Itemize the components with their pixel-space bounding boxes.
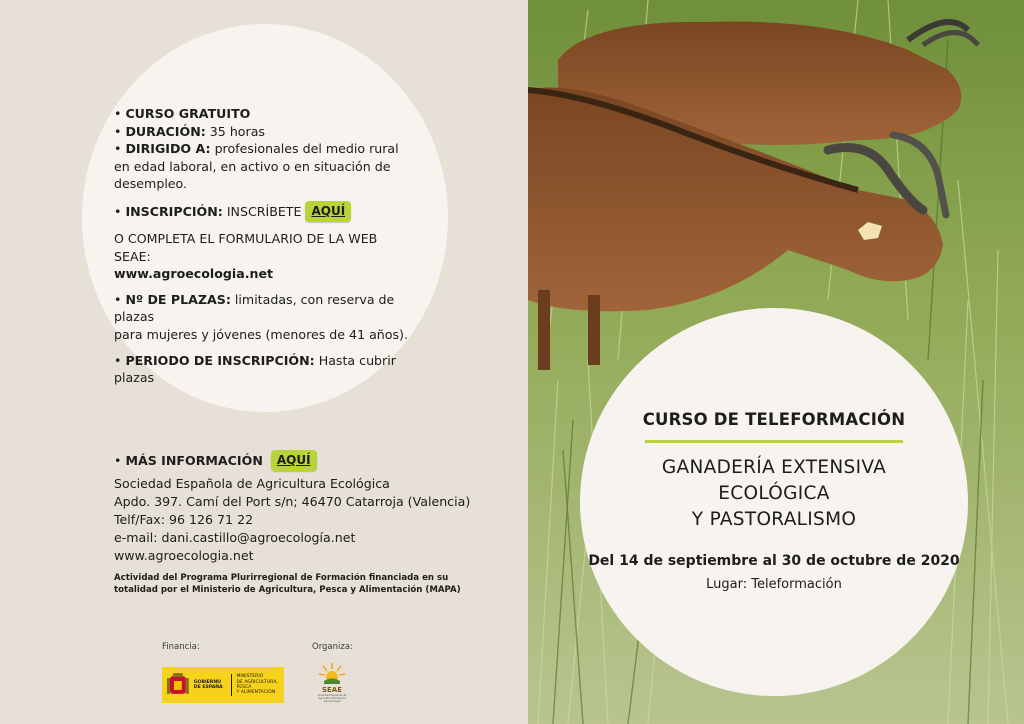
course-title-line3: Y PASTORALISMO	[691, 509, 857, 530]
financia-label: Financia:	[162, 642, 200, 652]
course-title	[580, 455, 968, 533]
info-places-line2: para mujeres y jóvenes (menores de 41 años).	[114, 326, 408, 342]
register-aqui-button[interactable]: AQUÍ	[305, 201, 351, 222]
info-registration: • INSCRIPCIÓN: INSCRÍBETE AQUÍ	[114, 201, 414, 222]
sun-icon	[318, 662, 346, 684]
gobierno-espana-logo	[162, 667, 284, 703]
org-name: Sociedad Española de Agricultura Ecológica	[114, 476, 390, 491]
gobierno-text: GOBIERNO DE ESPAÑA	[193, 679, 223, 690]
course-title-line1: GANADERÍA EXTENSIVA	[661, 457, 887, 478]
more-info-title: • MÁS INFORMACIÓN AQUÍ	[114, 450, 494, 471]
seae-subtitle: Sociedad Española de Agricultura Ecológica Agroecología	[317, 694, 347, 703]
coat-of-arms-icon	[167, 672, 189, 698]
course-type: CURSO DE TELEFORMACIÓN	[642, 410, 906, 429]
ministerio-text: MINISTERIO DE AGRICULTURA, PESCA Y ALIMENTACIÓN	[231, 674, 284, 696]
seae-logo	[312, 662, 352, 706]
course-title-line2: ECOLÓGICA	[718, 483, 830, 504]
more-info-block	[114, 450, 494, 565]
course-info-list	[114, 105, 414, 387]
program-note	[114, 572, 474, 596]
info-free-course: • CURSO GRATUITO	[114, 106, 251, 121]
course-dates: Del 14 de septiembre al 30 de octubre de 2020	[588, 553, 960, 569]
program-note-line1: Actividad del Programa Plurirregional de Formación financiada en su	[114, 573, 449, 583]
info-duration: • DURACIÓN: 35 horas	[114, 123, 265, 139]
info-audience-line3: desempleo.	[114, 176, 188, 192]
course-place: Lugar: Teleformación	[706, 577, 842, 592]
info-audience: • DIRIGIDO A: profesionales del medio rural	[114, 141, 399, 157]
info-period: • PERIODO DE INSCRIPCIÓN: Hasta cubrir plazas	[114, 352, 396, 386]
info-places: • Nº DE PLAZAS: limitadas, con reserva de plazas	[114, 291, 395, 325]
more-info-aqui-button[interactable]: AQUÍ	[271, 450, 317, 471]
seae-wordmark: SEAE	[321, 686, 343, 694]
organiza-label: Organiza:	[312, 642, 353, 652]
org-website[interactable]: www.agroecologia.net	[114, 548, 254, 563]
course-title-block	[580, 410, 968, 592]
program-note-line2: totalidad por el Ministerio de Agricultura, Pesca y Alimentación (MAPA)	[114, 585, 461, 595]
info-form-text: O COMPLETA EL FORMULARIO DE LA WEB SEAE:	[114, 230, 378, 264]
org-phone: Telf/Fax: 96 126 71 22	[114, 512, 254, 527]
title-divider	[645, 440, 903, 443]
info-web-link[interactable]: www.agroecologia.net	[114, 266, 274, 282]
org-address: Apdo. 397. Camí del Port s/n; 46470 Catarroja (Valencia)	[114, 494, 471, 509]
org-email[interactable]: e-mail: dani.castillo@agroecología.net	[114, 530, 356, 545]
info-audience-line2: en edad laboral, en activo o en situación de	[114, 158, 391, 174]
